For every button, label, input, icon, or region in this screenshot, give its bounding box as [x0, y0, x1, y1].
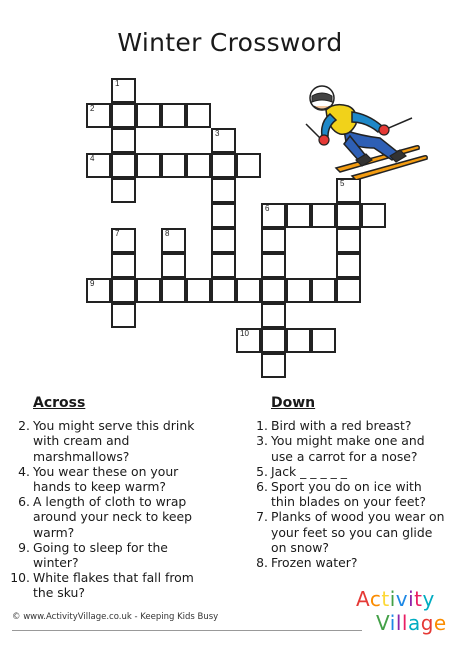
grid-cell[interactable]: [361, 203, 386, 228]
footer: [12, 612, 218, 622]
grid-cell[interactable]: [261, 228, 286, 253]
grid-cell[interactable]: [311, 203, 336, 228]
grid-cell[interactable]: [211, 203, 236, 228]
clue-number: 10: [240, 329, 249, 338]
clue-item-number: 8.: [256, 555, 268, 571]
logo-letter: i: [408, 587, 415, 611]
grid-cell[interactable]: [211, 278, 236, 303]
grid-cell[interactable]: [261, 328, 286, 353]
logo-letter: t: [414, 587, 423, 611]
grid-cell[interactable]: [211, 228, 236, 253]
logo-letter: V: [376, 611, 390, 635]
grid-cell[interactable]: [261, 253, 286, 278]
clue-number: 5: [340, 179, 345, 188]
grid-cell[interactable]: [286, 278, 311, 303]
grid-cell[interactable]: [236, 278, 261, 303]
grid-cell[interactable]: [186, 278, 211, 303]
logo-letter: c: [369, 587, 382, 611]
clue-item: [10, 540, 210, 570]
clue-item-text: White flakes that fall from the sku?: [33, 570, 194, 601]
skier-icon: [300, 80, 430, 180]
clue-item-number: 2.: [18, 418, 30, 434]
down-clue-list: [248, 418, 448, 570]
grid-cell[interactable]: [111, 303, 136, 328]
clue-item: [10, 464, 210, 494]
clue-item-number: 3.: [256, 433, 268, 449]
clue-number: 6: [265, 204, 270, 213]
clue-number: 8: [165, 229, 170, 238]
grid-cell[interactable]: [261, 303, 286, 328]
clue-item-text: Bird with a red breast?: [271, 418, 412, 434]
grid-cell[interactable]: [111, 253, 136, 278]
grid-cell[interactable]: [161, 103, 186, 128]
grid-cell[interactable]: [211, 128, 236, 153]
clue-item-number: 5.: [256, 463, 268, 479]
grid-cell[interactable]: [111, 153, 136, 178]
grid-cell[interactable]: [136, 153, 161, 178]
grid-cell[interactable]: [211, 178, 236, 203]
clue-item-number: 6.: [18, 494, 30, 510]
grid-cell[interactable]: [261, 203, 286, 228]
clue-item-text: Sport you do on ice with thin blades on your feet?: [271, 479, 426, 510]
grid-cell[interactable]: [211, 253, 236, 278]
across-clue-list: [10, 418, 210, 600]
footer-divider: [12, 630, 362, 631]
grid-cell[interactable]: [336, 228, 361, 253]
grid-cell[interactable]: [161, 278, 186, 303]
logo-letter: g: [420, 611, 434, 635]
clue-number: 9: [90, 279, 95, 288]
grid-cell[interactable]: [311, 278, 336, 303]
grid-cell[interactable]: [211, 153, 236, 178]
grid-cell[interactable]: [111, 128, 136, 153]
grid-cell[interactable]: [136, 103, 161, 128]
logo-letter: l: [395, 611, 402, 635]
grid-cell[interactable]: [161, 228, 186, 253]
clue-number: 2: [90, 104, 95, 113]
clue-item-text: Frozen water?: [271, 555, 358, 571]
logo-letter: i: [389, 587, 396, 611]
logo-word-2: [376, 611, 447, 635]
grid-cell[interactable]: [136, 278, 161, 303]
logo-letter: t: [381, 587, 390, 611]
logo-letter: e: [433, 611, 447, 635]
grid-cell[interactable]: [111, 278, 136, 303]
clue-item-text: You might make one and use a carrot for a nose?: [271, 433, 425, 464]
down-clues: [248, 396, 448, 570]
clue-item-number: 4.: [18, 463, 30, 479]
clue-item: [248, 509, 448, 555]
grid-cell[interactable]: [236, 328, 261, 353]
logo-letter: i: [389, 611, 396, 635]
clue-item-number: 10.: [10, 570, 30, 586]
clue-item-text: A length of cloth to wrap around your neck to keep warm?: [33, 494, 192, 540]
clue-number: 3: [215, 129, 220, 138]
page-title: Winter Crossword: [117, 28, 343, 57]
grid-cell[interactable]: [336, 253, 361, 278]
clue-item: [248, 418, 448, 433]
across-heading: Across: [33, 395, 86, 411]
clue-item-number: 6.: [256, 479, 268, 495]
clue-item: [10, 418, 210, 464]
grid-cell[interactable]: [286, 203, 311, 228]
grid-cell[interactable]: [336, 178, 361, 203]
logo-letter: l: [401, 611, 408, 635]
grid-cell[interactable]: [86, 153, 111, 178]
footer-text: © www.ActivityVillage.co.uk - Keeping Kids Busy: [12, 612, 219, 622]
grid-cell[interactable]: [86, 278, 111, 303]
clue-item: [248, 433, 448, 463]
grid-cell[interactable]: [186, 103, 211, 128]
logo-word-1: [356, 587, 435, 611]
grid-cell[interactable]: [336, 278, 361, 303]
across-clues: [10, 396, 210, 601]
grid-cell[interactable]: [311, 328, 336, 353]
grid-cell[interactable]: [286, 328, 311, 353]
logo-letter: v: [395, 587, 409, 611]
clue-item-text: You might serve this drink with cream and marshmallows?: [33, 418, 195, 464]
clue-item-text: You wear these on your hands to keep warm?: [33, 463, 179, 495]
grid-cell[interactable]: [261, 278, 286, 303]
grid-cell[interactable]: [111, 228, 136, 253]
clue-number: 4: [90, 154, 95, 163]
clue-item-text: Jack _ _ _ _ _: [271, 463, 347, 479]
clue-item: [10, 494, 210, 540]
grid-cell[interactable]: [111, 178, 136, 203]
grid-cell[interactable]: [111, 78, 136, 103]
clue-item: [10, 570, 210, 600]
grid-cell[interactable]: [111, 103, 136, 128]
clue-item-number: 1.: [256, 418, 268, 434]
clue-item: [248, 479, 448, 509]
clue-item: [248, 464, 448, 479]
clue-number: 7: [115, 229, 120, 238]
clue-item-text: Planks of wood you wear on your feet so you can glide on snow?: [271, 509, 445, 555]
clue-item-number: 7.: [256, 509, 268, 525]
clue-item-text: Going to sleep for the winter?: [33, 539, 168, 571]
clue-item: [248, 555, 448, 570]
clue-number: 1: [115, 79, 120, 88]
grid-cell[interactable]: [161, 253, 186, 278]
grid-cell[interactable]: [236, 153, 261, 178]
logo-letter: A: [356, 587, 370, 611]
grid-cell[interactable]: [161, 153, 186, 178]
grid-cell[interactable]: [261, 353, 286, 378]
grid-cell[interactable]: [336, 203, 361, 228]
activity-village-logo: [352, 587, 452, 642]
down-heading: Down: [271, 395, 316, 411]
grid-cell[interactable]: [86, 103, 111, 128]
grid-cell[interactable]: [186, 153, 211, 178]
logo-letter: y: [422, 587, 435, 611]
clue-item-number: 9.: [18, 539, 30, 555]
logo-letter: a: [407, 611, 421, 635]
